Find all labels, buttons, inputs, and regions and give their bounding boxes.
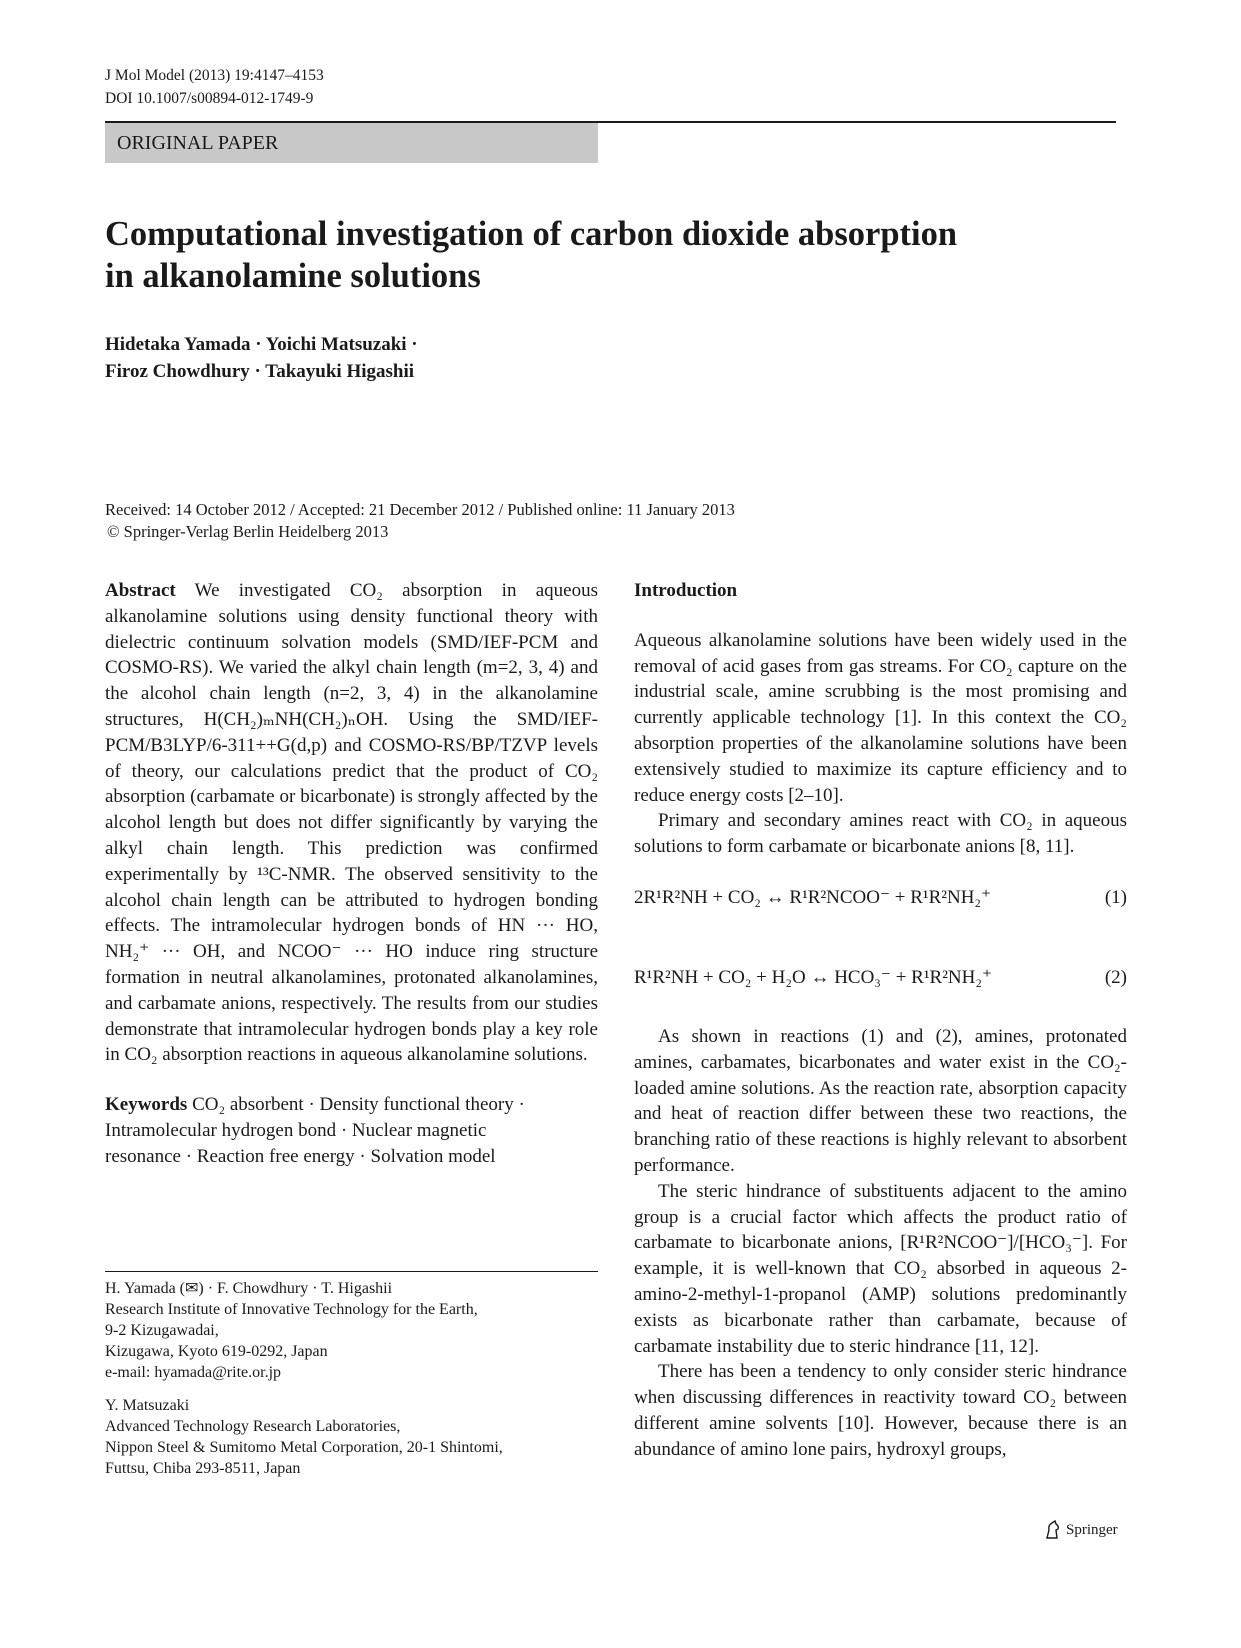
affil-1-names: H. Yamada (✉) · F. Chowdhury · T. Higashii (105, 1280, 393, 1297)
section-tag-label: ORIGINAL PAPER (117, 132, 279, 154)
intro-paragraph-2: Primary and secondary amines react with CO₂ in aqueous solutions to form carbamate or bicarbonate anions [8, 11]. (634, 810, 1127, 858)
spacer (634, 914, 1127, 962)
doi: DOI 10.1007/s00894-012-1749-9 (105, 90, 314, 107)
intro-paragraph-1: Aqueous alkanolamine solutions have been widely used in the removal of acid gases from gas streams. For CO₂ capture on the industrial scale, amine scrubbing is the most promising and currently applicable technology [1]. In this context the CO₂ absorption properties of the alkanolamine solutions have been extensively studied to maximize its capture efficiency and to reduce energy costs [2–10]. (634, 629, 1127, 806)
equation-2-body: R¹R²NH + CO₂ + H₂O ↔ HCO₃⁻ + R¹R²NH₂⁺ (634, 966, 993, 988)
equation-2-number: (2) (1104, 966, 1127, 988)
abstract-label: Abstract (105, 580, 176, 601)
intro-paragraph-5: There has been a tendency to only consider steric hindrance when discussing differences in reactivity toward CO₂ between different amine solvents [10]. However, because there is an abundance of amino lone pairs, hydroxyl groups, (634, 1361, 1127, 1460)
affil-1-line-2: 9-2 Kizugawadai, (105, 1322, 219, 1339)
keywords-line-3: resonance · Reaction free energy · Solvation model (105, 1146, 496, 1168)
spacer (634, 994, 1127, 1024)
publication-dates (105, 499, 735, 543)
affil-2-line-2: Nippon Steel & Sumitomo Metal Corporation, 20-1 Shintomi, (105, 1439, 503, 1456)
footnote-rule (105, 1271, 598, 1272)
publisher-mark (1044, 1519, 1118, 1541)
affiliations (105, 1278, 598, 1479)
spacer (105, 1383, 598, 1395)
paper-title (105, 213, 1105, 297)
copyright: © Springer-Verlag Berlin Heidelberg 2013 (107, 522, 389, 541)
abstract-text: We investigated CO₂ absorption in aqueous alkanolamine solutions using density functional theory with dielectric continuum solvation models (SMD/IEF-PCM and COSMO-RS). We varied the alkyl chain length (m=2, 3, 4) and the alcohol chain length (n=2, 3, 4) in the alkanolamine structures, H(CH₂)ₘNH(CH₂)ₙOH. Using the SMD/IEF-PCM/B3LYP/6-311++G(d,p) and COSMO-RS/BP/TZVP levels of theory, our calculations predict that the product of CO₂ absorption (carbamate or bicarbonate) is strongly affected by the alcohol length but does not differ significantly by varying the alkyl chain length. This prediction was confirmed experimentally by ¹³C-NMR. The observed sensitivity to the alcohol chain length can be attributed to hydrogen bonding effects. The intramolecular hydrogen bonds of HN ··· HO, NH₂⁺ ··· OH, and NCOO⁻ ··· HO induce ring structure formation in neutral alkanolamines, protonated alkanolamines, and carbamate anions, respectively. The results from our studies demonstrate that intramolecular hydrogen bonds play a key role in CO₂ absorption reactions in aqueous alkanolamine solutions. (105, 580, 598, 1066)
title-line-1: Computational investigation of carbon dioxide absorption (105, 215, 958, 253)
affil-1-line-3: Kizugawa, Kyoto 619-0292, Japan (105, 1343, 328, 1360)
date-history: Received: 14 October 2012 / Accepted: 21 December 2012 / Published online: 11 January 2013 (105, 500, 735, 519)
intro-paragraph-4: The steric hindrance of substituents adjacent to the amino group is a crucial factor which affects the product ratio of carbamate to bicarbonate anions, [R¹R²NCOO⁻]/[HCO₃⁻]. For example, it is well-known that CO₂ absorbed in aqueous 2-amino-2-methyl-1-propanol (AMP) solutions predominantly exists as bicarbonate rather than carbamate, because of carbamate instability due to steric hindrance [11, 12]. (634, 1180, 1127, 1357)
affil-2-line-3: Futtsu, Chiba 293-8511, Japan (105, 1460, 301, 1477)
affil-2-names: Y. Matsuzaki (105, 1397, 190, 1414)
author-list (105, 331, 418, 385)
springer-horse-icon (1044, 1520, 1062, 1540)
authors-line-1: Hidetaka Yamada · Yoichi Matsuzaki · (105, 334, 418, 355)
journal-header (105, 64, 324, 110)
abstract (105, 578, 598, 1068)
section-tag (105, 123, 598, 163)
title-line-2: in alkanolamine solutions (105, 257, 481, 295)
keywords (105, 1092, 598, 1170)
authors-line-2: Firoz Chowdhury · Takayuki Higashii (105, 361, 415, 382)
affil-1-email[interactable]: e-mail: hyamada@rite.or.jp (105, 1364, 282, 1381)
right-column (634, 578, 1127, 1463)
intro-paragraph-3: As shown in reactions (1) and (2), amines, protonated amines, carbamates, bicarbonates and water exist in the CO₂-loaded amine solutions. As the reaction rate, absorption capacity and heat of reaction differ between these two reactions, the branching ratio of these reactions is highly relevant to absorbent performance. (634, 1025, 1127, 1176)
spacer (634, 860, 1127, 882)
keywords-line-2: Intramolecular hydrogen bond · Nuclear magnetic (105, 1120, 487, 1142)
equation-1-body: 2R¹R²NH + CO₂ ↔ R¹R²NCOO⁻ + R¹R²NH₂⁺ (634, 886, 992, 908)
equation-1 (634, 882, 1127, 914)
journal-citation: J Mol Model (2013) 19:4147–4153 (105, 67, 324, 84)
equation-1-number: (1) (1104, 886, 1127, 908)
affil-1-line-1: Research Institute of Innovative Technology for the Earth, (105, 1301, 478, 1318)
spacer (105, 1068, 598, 1092)
spacer (634, 604, 1127, 628)
equation-2 (634, 962, 1127, 994)
keywords-label: Keywords (105, 1094, 188, 1116)
left-column (105, 578, 598, 1170)
keywords-line-1: CO₂ absorbent · Density functional theory · (192, 1094, 525, 1116)
publisher-name: Springer (1066, 1522, 1118, 1538)
affil-2-line-1: Advanced Technology Research Laboratories, (105, 1418, 401, 1435)
intro-heading: Introduction (634, 580, 738, 601)
